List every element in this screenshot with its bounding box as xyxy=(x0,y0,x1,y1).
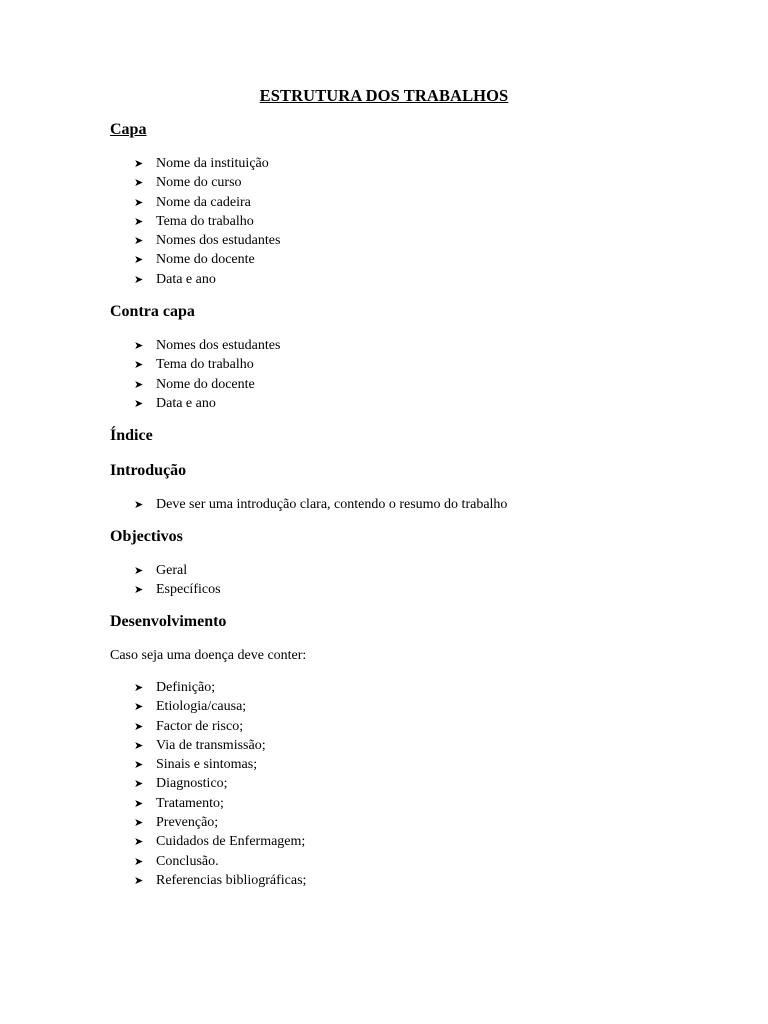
arrow-bullet-icon: ➤ xyxy=(134,272,144,286)
arrow-bullet-icon: ➤ xyxy=(134,816,144,830)
arrow-bullet-icon: ➤ xyxy=(134,854,144,868)
list-item: ➤ Referencias bibliográficas; xyxy=(134,871,306,890)
list-item: ➤ Tema do trabalho xyxy=(134,355,280,374)
arrow-bullet-icon: ➤ xyxy=(134,498,144,511)
arrow-bullet-icon: ➤ xyxy=(134,253,144,267)
list-item: ➤ Factor de risco; xyxy=(134,717,306,736)
arrow-bullet-icon: ➤ xyxy=(134,195,144,209)
list-item: ➤ Etiologia/causa; xyxy=(134,697,306,716)
arrow-bullet-icon: ➤ xyxy=(134,234,144,248)
list-item: ➤ Nomes dos estudantes xyxy=(134,336,280,355)
arrow-bullet-icon: ➤ xyxy=(134,176,144,190)
capa-list xyxy=(134,154,280,289)
list-item: ➤ Prevenção; xyxy=(134,813,306,832)
desenvolvimento-list xyxy=(134,678,306,890)
contra-capa-list xyxy=(134,336,280,413)
arrow-bullet-icon: ➤ xyxy=(134,835,144,849)
list-item: ➤ Nome do curso xyxy=(134,173,280,192)
arrow-bullet-icon: ➤ xyxy=(134,758,144,772)
list-item: ➤ Data e ano xyxy=(134,270,280,289)
arrow-bullet-icon: ➤ xyxy=(134,157,144,170)
list-item: ➤ Nomes dos estudantes xyxy=(134,231,280,250)
section-heading-contra-capa: Contra capa xyxy=(110,303,195,320)
section-heading-introducao: Introdução xyxy=(110,462,187,479)
section-heading-capa: Capa xyxy=(110,121,147,138)
desenvolvimento-intro-text: Caso seja uma doença deve conter: xyxy=(110,648,307,663)
list-item: ➤ Sinais e sintomas; xyxy=(134,755,306,774)
list-item: ➤ Data e ano xyxy=(134,394,280,413)
arrow-bullet-icon: ➤ xyxy=(134,377,144,391)
arrow-bullet-icon: ➤ xyxy=(134,700,144,714)
list-item: ➤ Cuidados de Enfermagem; xyxy=(134,832,306,851)
list-item: ➤ Nome da cadeira xyxy=(134,193,280,212)
arrow-bullet-icon: ➤ xyxy=(134,777,144,791)
list-item: ➤ Geral xyxy=(134,561,221,580)
arrow-bullet-icon: ➤ xyxy=(134,719,144,733)
list-item: ➤ Via de transmissão; xyxy=(134,736,306,755)
list-item: ➤ Deve ser uma introdução clara, contendo o resumo do trabalho xyxy=(134,495,507,514)
list-item: ➤ Tema do trabalho xyxy=(134,212,280,231)
section-heading-desenvolvimento: Desenvolvimento xyxy=(110,613,227,630)
arrow-bullet-icon: ➤ xyxy=(134,796,144,810)
list-item: ➤ Nome do docente xyxy=(134,250,280,269)
objectivos-list xyxy=(134,561,221,600)
arrow-bullet-icon: ➤ xyxy=(134,396,144,410)
document-title: ESTRUTURA DOS TRABALHOS xyxy=(259,86,509,105)
list-item: ➤ Específicos xyxy=(134,580,221,599)
arrow-bullet-icon: ➤ xyxy=(134,681,144,694)
list-item: ➤ Nome do docente xyxy=(134,375,280,394)
arrow-bullet-icon: ➤ xyxy=(134,873,144,887)
arrow-bullet-icon: ➤ xyxy=(134,358,144,372)
section-heading-indice: Índice xyxy=(110,427,153,444)
arrow-bullet-icon: ➤ xyxy=(134,583,144,597)
list-item: ➤ Tratamento; xyxy=(134,794,306,813)
arrow-bullet-icon: ➤ xyxy=(134,214,144,228)
section-heading-objectivos: Objectivos xyxy=(110,528,183,545)
list-item: ➤ Diagnostico; xyxy=(134,774,306,793)
list-item: ➤ Nome da instituição xyxy=(134,154,280,173)
arrow-bullet-icon: ➤ xyxy=(134,564,144,577)
introducao-list xyxy=(134,495,507,514)
list-item: ➤ Definição; xyxy=(134,678,306,697)
arrow-bullet-icon: ➤ xyxy=(134,339,144,352)
arrow-bullet-icon: ➤ xyxy=(134,738,144,752)
list-item: ➤ Conclusão. xyxy=(134,852,306,871)
